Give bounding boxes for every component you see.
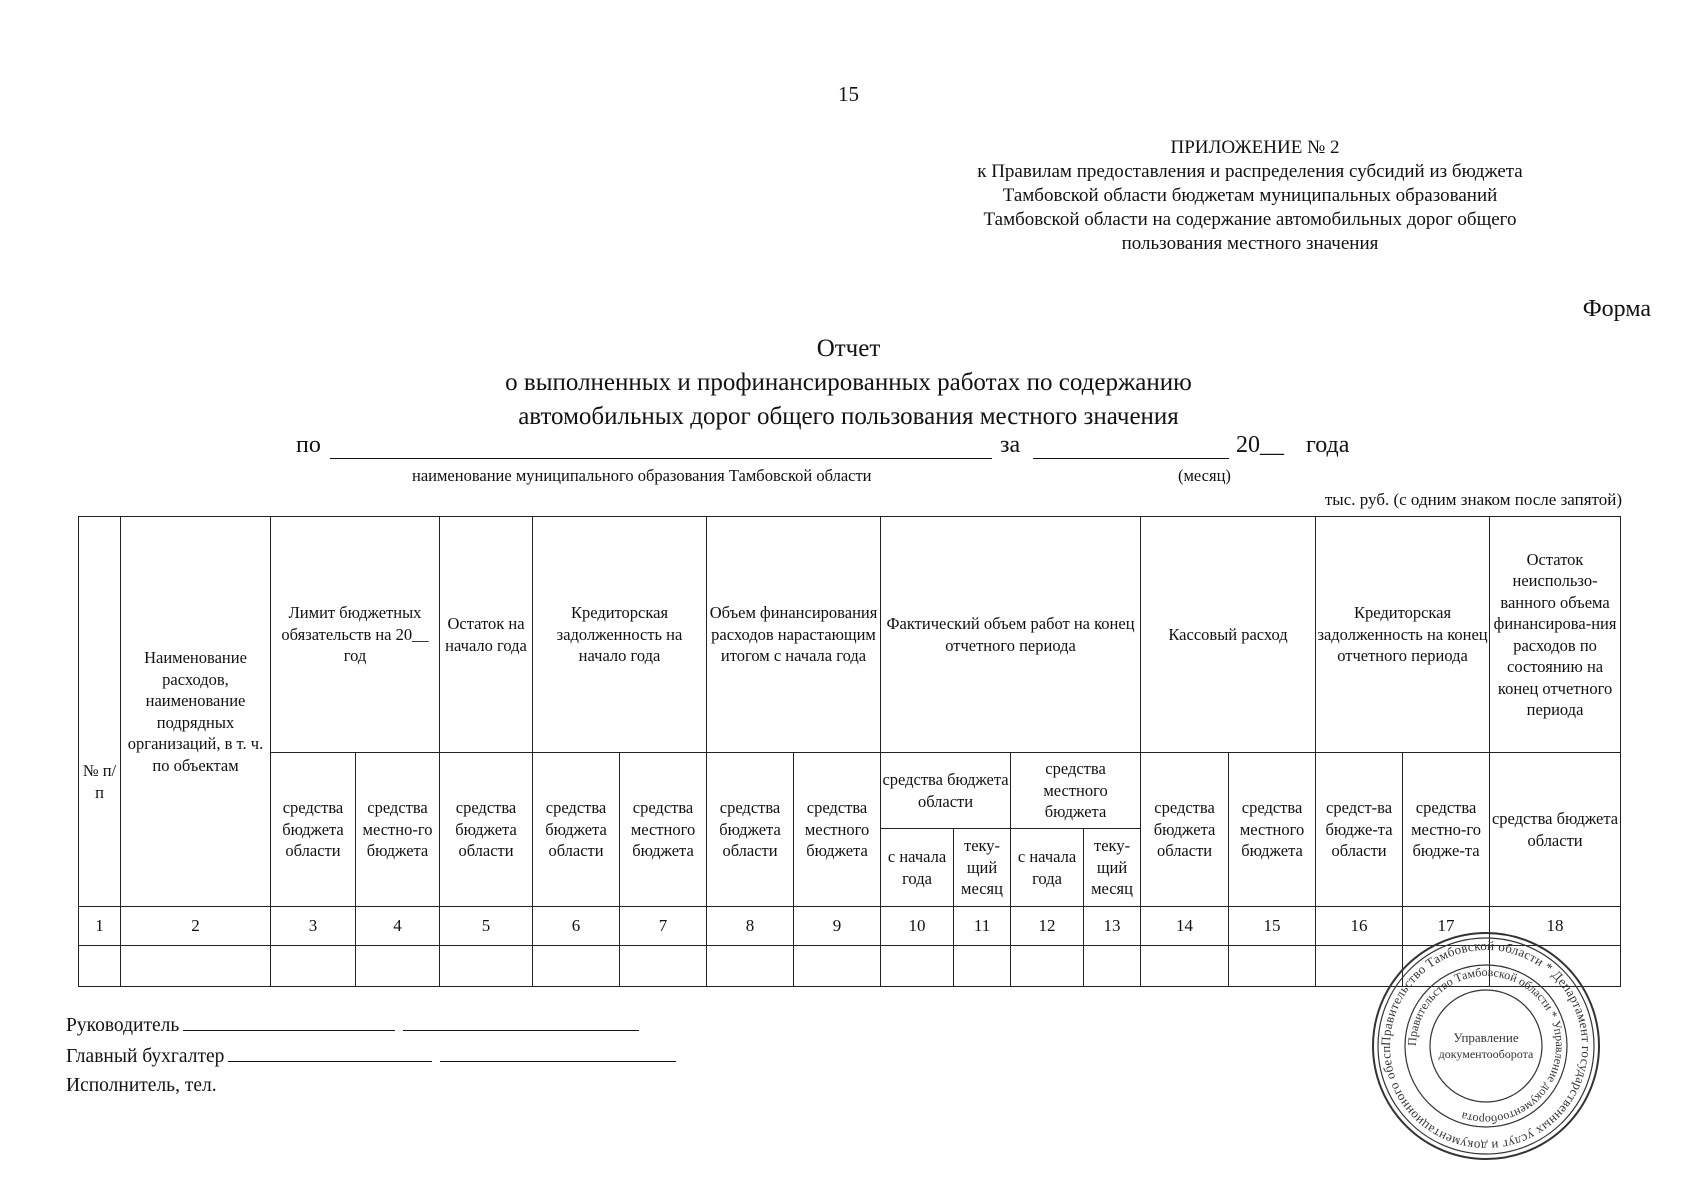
appendix-line: пользования местного значения (1121, 233, 1379, 254)
table-cell[interactable] (1011, 946, 1084, 987)
column-number: 5 (440, 907, 533, 946)
report-table (78, 516, 1621, 987)
subheader-credit-start-local: средства местного бюджета (620, 753, 707, 907)
signature-accountant (66, 1043, 676, 1068)
table-cell[interactable] (121, 946, 271, 987)
table-cell[interactable] (794, 946, 881, 987)
za-label: за (1000, 432, 1021, 458)
table-cell[interactable] (533, 946, 620, 987)
units-note: тыс. руб. (с одним знаком после запятой) (1324, 490, 1622, 509)
form-label: Форма (1582, 296, 1651, 322)
table-cell[interactable] (79, 946, 121, 987)
table-cell[interactable] (1141, 946, 1229, 987)
subheader-cash-regional: средства бюджета области (1141, 753, 1229, 907)
subheader-limit-regional: средства бюджета области (271, 753, 356, 907)
appendix-line: Тамбовской области бюджетам муниципальных образований (1002, 185, 1498, 206)
signature-head-label: Руководитель (66, 1015, 180, 1036)
header-financing: Объем финансирования расходов нарастающим итогом с начала года (707, 517, 881, 753)
column-number: 8 (707, 907, 794, 946)
header-credit-end: Кредиторская задолженность на конец отчетного периода (1316, 517, 1490, 753)
subheader-credit-start-regional: средства бюджета области (533, 753, 620, 907)
month-blank[interactable] (1033, 436, 1229, 459)
column-number: 9 (794, 907, 881, 946)
subheader-limit-local: средства местно-го бюджета (356, 753, 440, 907)
table-cell[interactable] (954, 946, 1011, 987)
year-suffix: года (1306, 432, 1350, 458)
signature-head (66, 1012, 639, 1037)
report-title (0, 332, 1697, 434)
table-cell[interactable] (881, 946, 954, 987)
subheader-remain-unused-regional: средства бюджета области (1490, 753, 1621, 907)
subheader-cash-local: средства местного бюджета (1229, 753, 1316, 907)
stamp-center-line: документооборота (1438, 1047, 1534, 1061)
signature-head-blank[interactable] (183, 1012, 395, 1031)
column-number: 6 (533, 907, 620, 946)
column-number: 13 (1084, 907, 1141, 946)
po-label: по (296, 432, 321, 458)
page-number: 15 (838, 82, 859, 106)
header-limit: Лимит бюджетных обязательств на 20__ год (271, 517, 440, 753)
subheader-remain-regional: средства бюджета области (440, 753, 533, 907)
header-num: № п/п (79, 517, 121, 907)
table-cell[interactable] (707, 946, 794, 987)
appendix-header (900, 136, 1600, 256)
header-remain-unused: Остаток неиспользо-ванного объема финансирова-ния расходов по состоянию на конец отчетного периода (1490, 517, 1621, 753)
stamp-inner-text: Правительство Тамбовской области * Управление документооборота (1404, 964, 1568, 1128)
signature-head-name-blank[interactable] (403, 1012, 639, 1031)
signature-accountant-blank[interactable] (228, 1043, 432, 1062)
subheader-financing-local: средства местного бюджета (794, 753, 881, 907)
header-credit-start: Кредиторская задолженность на начало года (533, 517, 707, 753)
header-name: Наименование расходов, наименование подрядных организаций, в т. ч. по объектам (121, 517, 271, 907)
signature-executor-label: Исполнитель, тел. (66, 1075, 217, 1096)
table-cell[interactable] (271, 946, 356, 987)
table-cell[interactable] (1229, 946, 1316, 987)
header-remain-start: Остаток на начало года (440, 517, 533, 753)
subheader-financing-regional: средства бюджета области (707, 753, 794, 907)
signature-accountant-label: Главный бухгалтер (66, 1046, 225, 1067)
report-title-line: о выполненных и профинансированных работах по содержанию (505, 369, 1192, 396)
subheader-actual-local-current-month: теку-щий месяц (1084, 829, 1141, 907)
signature-executor (66, 1075, 217, 1097)
svg-text:Правительство Тамбовской облас (1405, 965, 1567, 1127)
subheader-actual-regional-current-month: теку-щий месяц (954, 829, 1011, 907)
column-number: 12 (1011, 907, 1084, 946)
subheader-actual-local-from-start: с начала года (1011, 829, 1084, 907)
column-number: 2 (121, 907, 271, 946)
stamp-center-line: Управление (1453, 1030, 1519, 1045)
column-number: 7 (620, 907, 707, 946)
column-number: 3 (271, 907, 356, 946)
table-cell[interactable] (1084, 946, 1141, 987)
table-cell[interactable] (356, 946, 440, 987)
subheader-credit-end-regional: средст-ва бюдже-та области (1316, 753, 1403, 907)
column-number: 17 (1403, 907, 1490, 946)
table-cell[interactable] (440, 946, 533, 987)
table-cell[interactable] (620, 946, 707, 987)
column-number: 14 (1141, 907, 1229, 946)
report-title-line: автомобильных дорог общего пользования местного значения (518, 403, 1179, 430)
column-number: 16 (1316, 907, 1403, 946)
month-caption: (месяц) (1178, 466, 1231, 485)
stamp-seal (1370, 930, 1602, 1162)
stamp-outer-text: Правительство Тамбовской области * Департамент государственных услуг и документационного обесп (1377, 937, 1595, 1155)
signature-accountant-name-blank[interactable] (440, 1043, 676, 1062)
appendix-line: к Правилам предоставления и распределения субсидий из бюджета (977, 161, 1523, 182)
municipality-caption: наименование муниципального образования Тамбовской области (412, 466, 872, 485)
header-cash-expense: Кассовый расход (1141, 517, 1316, 753)
column-number: 1 (79, 907, 121, 946)
column-number: 10 (881, 907, 954, 946)
subheader-actual-local: средства местного бюджета (1011, 753, 1141, 829)
column-number: 4 (356, 907, 440, 946)
column-number: 18 (1490, 907, 1621, 946)
subheader-credit-end-local: средства местно-го бюдже-та (1403, 753, 1490, 907)
year-prefix: 20__ (1236, 432, 1284, 458)
official-stamp (1370, 930, 1602, 1162)
report-title-line: Отчет (816, 335, 881, 362)
header-actual-volume: Фактический объем работ на конец отчетного периода (881, 517, 1141, 753)
column-number: 15 (1229, 907, 1316, 946)
municipality-blank[interactable] (330, 436, 992, 459)
column-number: 11 (954, 907, 1011, 946)
subheader-actual-regional: средства бюджета области (881, 753, 1011, 829)
subheader-actual-regional-from-start: с начала года (881, 829, 954, 907)
appendix-title: ПРИЛОЖЕНИЕ № 2 (1170, 137, 1340, 158)
appendix-line: Тамбовской области на содержание автомобильных дорог общего (983, 209, 1517, 230)
